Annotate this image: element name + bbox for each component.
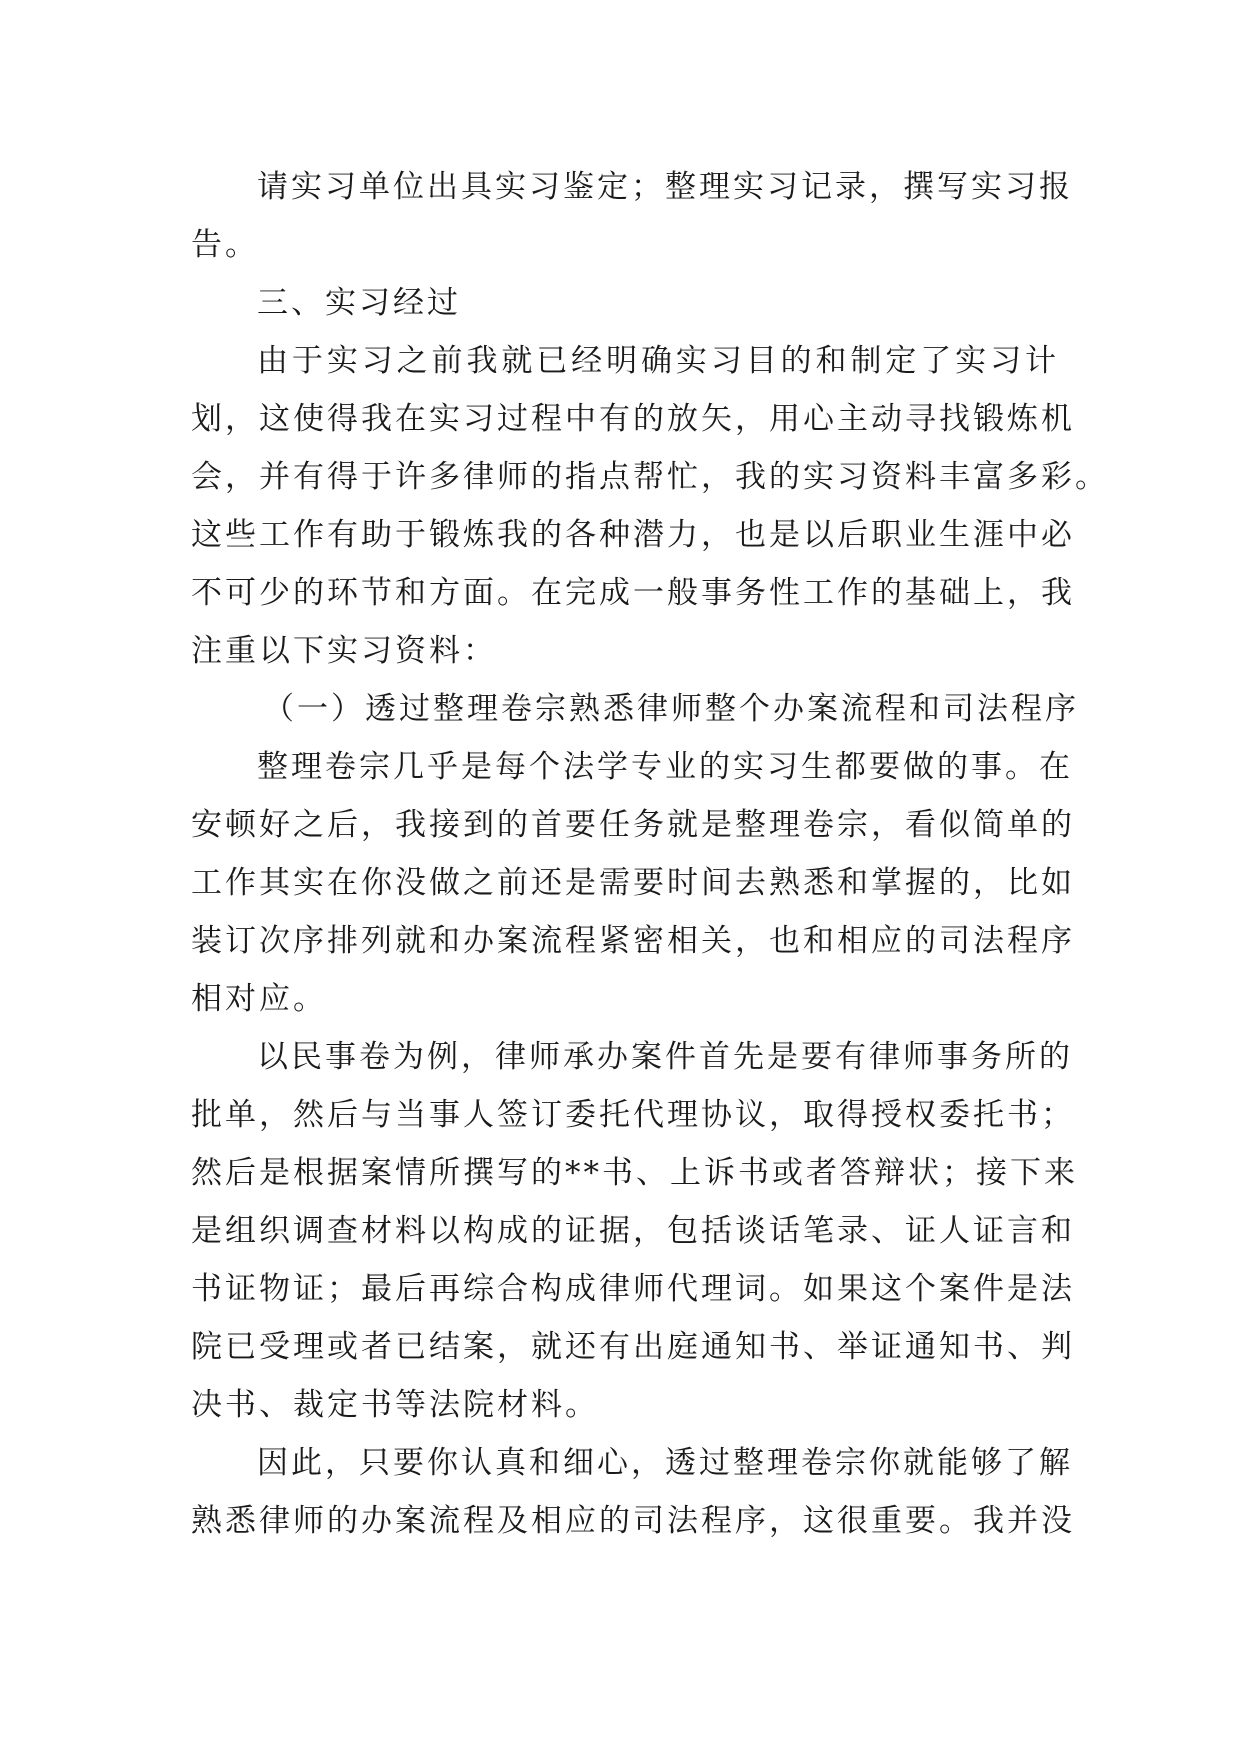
document-body: [191, 158, 1109, 1550]
paragraph-line: 批单，然后与当事人签订委托代理协议，取得授权委托书；: [191, 1097, 1075, 1133]
paragraph-line: 安顿好之后，我接到的首要任务就是整理卷宗，看似简单的: [191, 807, 1075, 843]
paragraph-line: 请实习单位出具实习鉴定；整理实习记录，撰写实习报: [257, 169, 1073, 205]
paragraph-line: 由于实习之前我就已经明确实习目的和制定了实习计: [257, 343, 1059, 379]
paragraph-line: 是组织调查材料以构成的证据，包括谈话笔录、证人证言和: [191, 1213, 1075, 1249]
paragraph-line: 注重以下实习资料：: [191, 633, 497, 669]
paragraph-line: 相对应。: [191, 981, 327, 1017]
paragraph-line: 划，这使得我在实习过程中有的放矢，用心主动寻找锻炼机: [191, 401, 1075, 437]
paragraph-line: 因此，只要你认真和细心，透过整理卷宗你就能够了解: [257, 1445, 1073, 1481]
paragraph-line: 会，并有得于许多律师的指点帮忙，我的实习资料丰富多彩。: [191, 459, 1109, 495]
paragraph-line: 整理卷宗几乎是每个法学专业的实习生都要做的事。在: [257, 749, 1073, 785]
paragraph-line: 熟悉律师的办案流程及相应的司法程序，这很重要。我并没: [191, 1503, 1075, 1539]
paragraph-line: 书证物证；最后再综合构成律师代理词。如果这个案件是法: [191, 1271, 1075, 1307]
section-heading: 三、实习经过: [257, 285, 461, 321]
subsection-heading: （一）透过整理卷宗熟悉律师整个办案流程和司法程序: [263, 691, 1079, 727]
paragraph-line: 工作其实在你没做之前还是需要时间去熟悉和掌握的，比如: [191, 865, 1075, 901]
paragraph-line: 装订次序排列就和办案流程紧密相关，也和相应的司法程序: [191, 923, 1075, 959]
paragraph-line: 告。: [191, 227, 259, 263]
paragraph-line: 院已受理或者已结案，就还有出庭通知书、举证通知书、判: [191, 1329, 1075, 1365]
paragraph-line: 这些工作有助于锻炼我的各种潜力，也是以后职业生涯中必: [191, 517, 1075, 553]
paragraph-line: 不可少的环节和方面。在完成一般事务性工作的基础上，我: [191, 575, 1075, 611]
paragraph-line: 决书、裁定书等法院材料。: [191, 1387, 599, 1423]
paragraph-line: 以民事卷为例，律师承办案件首先是要有律师事务所的: [257, 1039, 1073, 1075]
paragraph-line: 然后是根据案情所撰写的**书、上诉书或者答辩状；接下来: [191, 1155, 1078, 1191]
